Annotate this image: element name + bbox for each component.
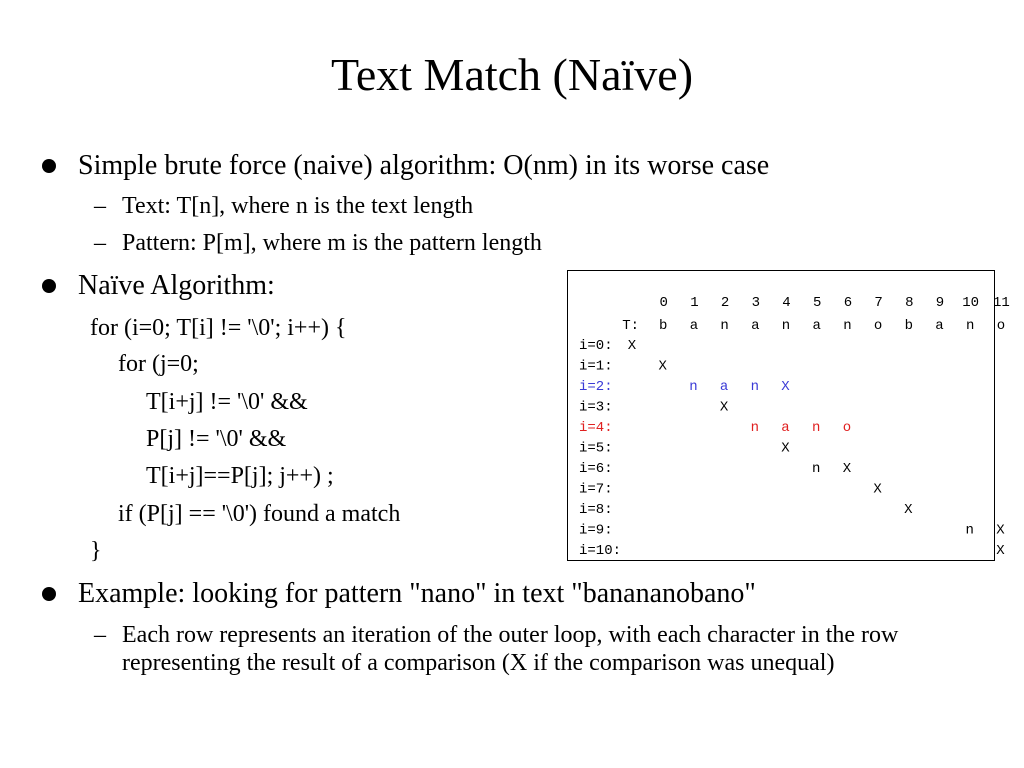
column-index: 5 (812, 295, 822, 311)
column-index: 0 (659, 295, 668, 311)
comparison-cell: X (658, 358, 667, 375)
bullet-dot (42, 587, 56, 601)
iteration-label: i=0: (579, 338, 613, 354)
comparison-cell: X (996, 522, 1005, 539)
column-index: 9 (935, 295, 945, 311)
trace-grid (568, 271, 1010, 562)
column-index: 4 (782, 295, 791, 311)
iteration-label: i=7: (579, 481, 613, 498)
bullet-dot (42, 279, 56, 293)
iteration-label: i=9: (579, 522, 613, 539)
comparison-cell: X (781, 379, 790, 395)
code-line: for (j=0; (118, 351, 199, 377)
text-char: b (658, 318, 668, 334)
iteration-label: i=6: (579, 461, 613, 477)
comparison-cell: a (719, 379, 729, 395)
comparison-cell: o (842, 420, 852, 436)
text-char: n (720, 318, 729, 334)
comparison-cell: X (996, 543, 1005, 559)
text-char: o (996, 318, 1006, 334)
comparison-cell: X (781, 440, 790, 457)
comparison-cell: n (811, 420, 821, 436)
comparison-cell: n (750, 420, 760, 436)
dash-marker: – (94, 230, 106, 256)
comparison-cell: n (750, 379, 760, 395)
sub-bullet-pattern-length: Pattern: P[m], where m is the pattern length (122, 230, 542, 256)
bullet-complexity: Simple brute force (naive) algorithm: O(nm) in its worse case (78, 150, 770, 181)
text-char: a (935, 318, 944, 334)
iteration-label: i=8: (579, 502, 613, 518)
bullet-naive-algorithm: Naïve Algorithm: (78, 270, 275, 301)
bullet-example: Example: looking for pattern "nano" in text "banananobano" (78, 578, 756, 609)
column-index: 3 (751, 295, 761, 311)
iteration-label: i=5: (579, 440, 613, 457)
dash-marker: – (94, 622, 106, 648)
comparison-cell: X (627, 338, 637, 354)
column-index: 8 (905, 295, 914, 311)
column-index: 1 (690, 295, 699, 311)
column-index: 7 (874, 295, 883, 311)
text-char: b (904, 318, 914, 334)
iteration-label: i=3: (579, 399, 613, 416)
bullet-dot (42, 159, 56, 173)
iteration-label: i=2: (579, 379, 613, 395)
comparison-cell: a (781, 420, 790, 436)
text-char: a (689, 318, 699, 334)
iteration-label: i=10: (579, 543, 622, 559)
comparison-cell: n (689, 379, 698, 395)
text-char: a (812, 318, 821, 334)
code-line: T[i+j]==P[j]; j++) ; (146, 463, 334, 489)
sub-bullet-explanation: Each row represents an iteration of the outer loop, with each character in the row representing the result of a comparison (X if the comparison was unequal) (122, 622, 899, 676)
text-char: n (843, 318, 852, 334)
code-line: if (P[j] == '\0') found a match (118, 501, 401, 527)
column-index: 11 (992, 295, 1010, 311)
code-line: } (90, 538, 102, 564)
slide-title: Text Match (Naïve) (330, 49, 694, 100)
column-index: 10 (962, 295, 980, 311)
trace-table (567, 270, 1010, 561)
comparison-cell: n (965, 522, 974, 539)
text-char: n (965, 318, 975, 334)
text-char: a (751, 318, 760, 334)
comparison-cell: X (719, 399, 729, 416)
code-line: for (i=0; T[i] != '\0'; i++) { (90, 315, 347, 341)
comparison-cell: n (811, 461, 821, 477)
column-index: 6 (843, 295, 853, 311)
comparison-cell: X (842, 461, 852, 477)
iteration-label: i=4: (579, 420, 613, 436)
iteration-label: i=1: (579, 358, 613, 375)
code-line: T[i+j] != '\0' && (146, 389, 308, 415)
sub-bullet-text-length: Text: T[n], where n is the text length (122, 193, 474, 219)
dash-marker: – (94, 193, 106, 219)
comparison-cell: X (873, 481, 882, 498)
comparison-cell: X (904, 502, 913, 518)
text-char: n (781, 318, 791, 334)
column-index: 2 (720, 295, 730, 311)
text-char: o (873, 318, 883, 334)
code-line: P[j] != '\0' && (146, 426, 287, 452)
text-row-label: T: (622, 318, 639, 334)
